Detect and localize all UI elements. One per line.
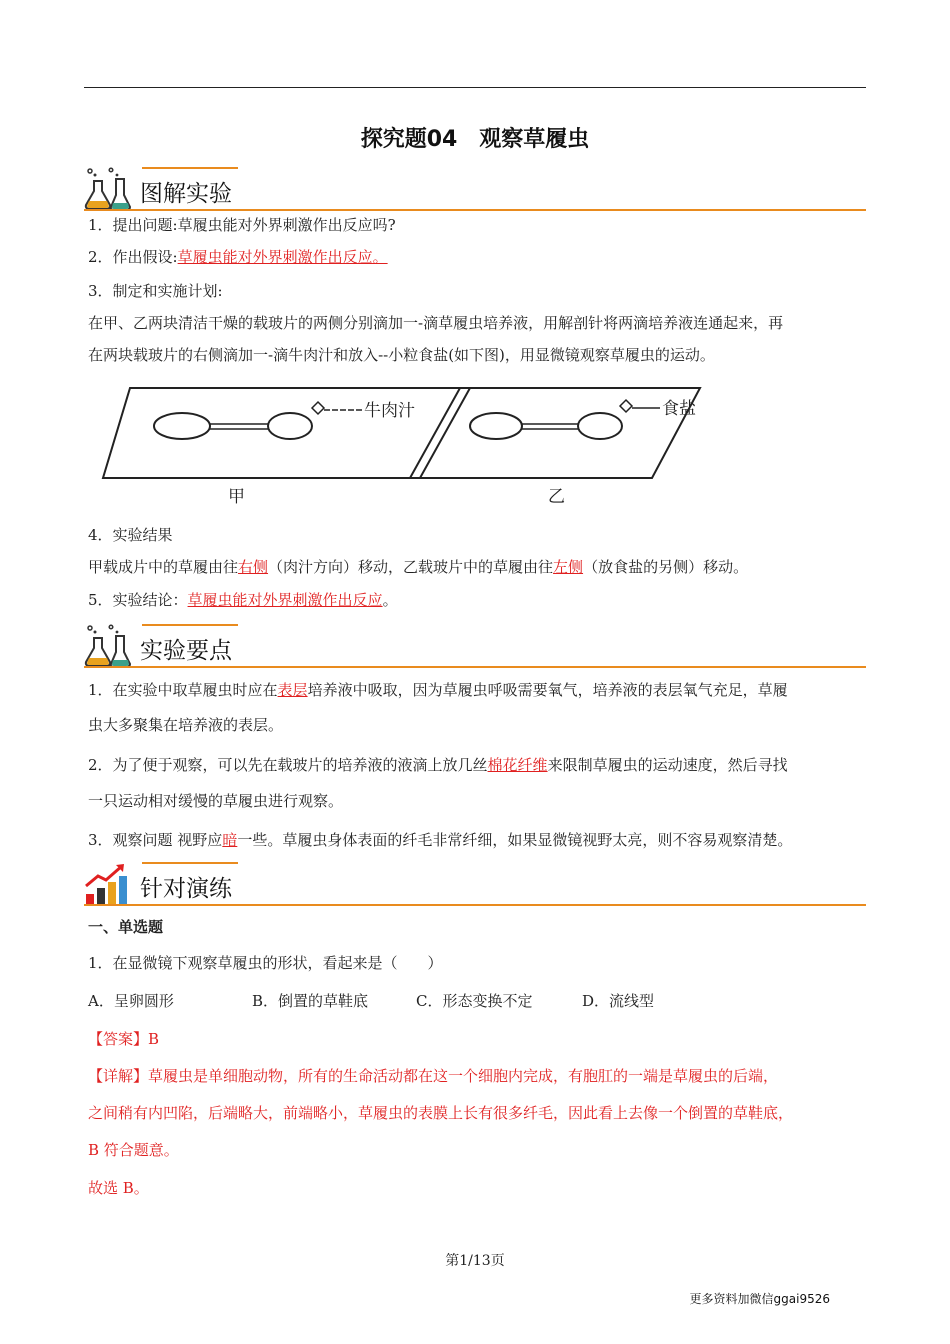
section-underline xyxy=(84,904,866,906)
bar-chart-trend-icon xyxy=(84,860,132,908)
point-2-answer: 棉花纤维 xyxy=(487,756,548,774)
practice-detail-4: 故选 B。 xyxy=(88,1179,149,1197)
hypothesis-answer: 草履虫能对外界刺激作出反应。 xyxy=(177,248,388,266)
footer-note: 更多资料加微信ggai9526 xyxy=(689,1292,830,1306)
exp-hypothesis xyxy=(88,246,868,268)
practice-detail-2: 之间稍有内凹陷，后端略大，前端略小，草履虫的表膜上长有很多纤毛，因此看上去像一个倒置的草鞋底， xyxy=(88,1104,794,1122)
label-slide-a: 甲 xyxy=(228,487,245,506)
section-accent-line xyxy=(142,624,238,626)
point-1-line-1: 1．在实验中取草履虫时应在表层培养液中吸取，因为草履虫呼吸需要氧气，培养液的表层氧气充足，草履 xyxy=(88,681,788,699)
label-salt: 食盐 xyxy=(662,399,696,419)
point-3-line: 3．观察问题 视野应暗一些。草履虫身体表面的纤毛非常纤细，如果显微镜视野太亮，则不容易观察清楚。 xyxy=(88,831,793,849)
section-accent-line xyxy=(142,862,238,864)
lab-flask-icon xyxy=(84,622,132,670)
conclusion-label: 5．实验结论： xyxy=(88,591,188,609)
lab-flask-icon xyxy=(84,165,132,213)
option-a: A．呈卵圆形 xyxy=(88,992,174,1010)
section-title: 图解实验 xyxy=(140,181,232,207)
exp-result-label: 4．实验结果 xyxy=(88,526,173,544)
label-slide-b: 乙 xyxy=(548,487,565,506)
point-2-line-1: 2．为了便于观察，可以先在载玻片的培养液的液滴上放几丝棉花纤维来限制草履虫的运动速度，然后寻找 xyxy=(88,756,788,774)
slide-b-outline xyxy=(410,388,700,478)
exp-plan-text-2: 在两块载玻片的右侧滴加一-滴牛肉汁和放入--小粒食盐(如下图)，用显微镜观察草履虫的运动。 xyxy=(88,346,715,364)
slide-b-drop-right xyxy=(578,413,622,439)
label-beef-juice: 牛肉汁 xyxy=(364,401,415,421)
point-1-line-2: 虫大多聚集在培养液的表层。 xyxy=(88,716,284,734)
result-answer-right: 右侧 xyxy=(238,558,269,576)
page-number: 第1/13页 xyxy=(445,1253,505,1269)
practice-detail-3: B 符合题意。 xyxy=(88,1141,179,1159)
slide-b-drop-left xyxy=(470,413,522,439)
option-c: C．形态变换不定 xyxy=(416,992,533,1010)
section-underline xyxy=(84,666,866,668)
section-underline xyxy=(84,209,866,211)
section-header-practice xyxy=(84,858,866,910)
beef-juice-drop xyxy=(312,402,324,414)
point-2-line-2: 一只运动相对缓慢的草履虫进行观察。 xyxy=(88,792,344,810)
exp-conclusion: 5．实验结论：草履虫能对外界刺激作出反应。 xyxy=(88,591,398,609)
exp-plan-label: 3．制定和实施计划: xyxy=(88,282,223,300)
point-1-answer: 表层 xyxy=(277,681,308,699)
exp-question-1: 1．提出问题:草履虫能对外界刺激作出反应吗? xyxy=(88,216,396,234)
page-title: 探究题04 观察草履虫 xyxy=(360,127,590,152)
section-title: 实验要点 xyxy=(140,638,232,664)
conclusion-answer: 草履虫能对外界刺激作出反应 xyxy=(187,591,383,609)
exp-result-text: 甲载成片中的草履由往右侧（肉汁方向）移动，乙载玻片中的草履由往左侧（放食盐的另侧）移动。 xyxy=(88,558,749,576)
section-accent-line xyxy=(142,167,238,169)
practice-answer: 【答案】B xyxy=(88,1030,160,1048)
top-rule xyxy=(84,87,866,88)
practice-detail-1: 【详解】草履虫是单细胞动物，所有的生命活动都在这一个细胞内完成，有胞肛的一端是草履虫的后端， xyxy=(88,1067,779,1085)
practice-options xyxy=(88,990,868,1012)
option-b: B．倒置的草鞋底 xyxy=(252,992,369,1010)
slides-figure xyxy=(100,378,760,506)
slide-a-drop-left xyxy=(154,413,210,439)
practice-question: 1．在显微镜下观察草履虫的形状，看起来是（ ） xyxy=(88,954,443,972)
hypothesis-label: 2．作出假设: xyxy=(88,248,178,266)
salt-grain xyxy=(620,400,632,412)
result-answer-left: 左侧 xyxy=(553,558,584,576)
option-d: D．流线型 xyxy=(582,992,655,1010)
slide-a-drop-right xyxy=(268,413,312,439)
section-header-diagram-experiment xyxy=(84,163,866,215)
point-3-answer: 暗 xyxy=(222,831,238,849)
section-header-key-points xyxy=(84,620,866,672)
section-title: 针对演练 xyxy=(140,876,232,902)
exp-plan-text-1: 在甲、乙两块清洁干燥的载玻片的两侧分别滴加一-滴草履虫培养液，用解剖针将两滴培养液连通起来，再 xyxy=(88,314,784,332)
practice-heading: 一、单选题 xyxy=(88,918,164,936)
